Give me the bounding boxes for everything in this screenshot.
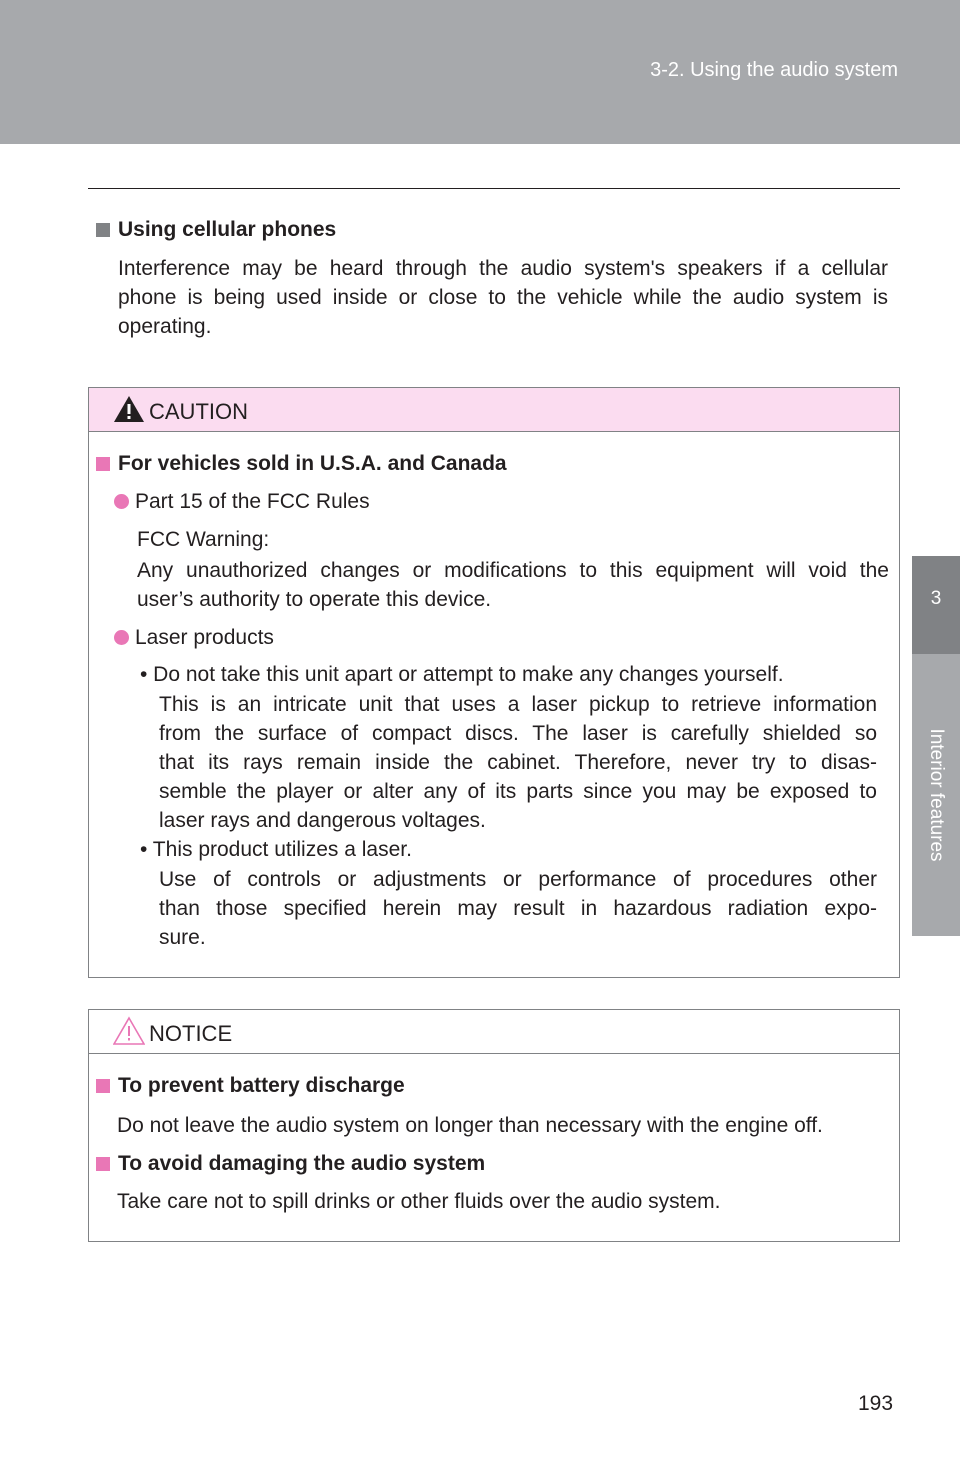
caution-label: CAUTION <box>149 399 248 424</box>
caution-item-laser: Laser products <box>114 626 274 650</box>
circle-bullet-icon <box>114 630 129 645</box>
square-bullet-icon <box>96 1157 110 1171</box>
section-title: 3-2. Using the audio system <box>650 59 898 81</box>
laser-bullet-2: • This product utilizes a laser. <box>140 838 412 861</box>
notice-text-damage: Take care not to spill drinks or other fluids over the audio system. <box>117 1190 721 1213</box>
fcc-warning-text: Any unauthorized changes or modifications to this equipment will void the user’s authority to operate this device. <box>137 559 889 611</box>
notice-label: NOTICE <box>149 1021 233 1046</box>
laser-bullet-2-text: Use of controls or adjustments or performance of procedures other than those specified herein may result in hazardous radiation expo- sure. <box>159 868 877 949</box>
square-bullet-icon <box>96 457 110 471</box>
chapter-title: Interior features <box>926 728 947 862</box>
intro-paragraph: Interference may be heard through the audio system's speakers if a cellular phone is being used inside or close to the vehicle while the audio system is operating. <box>118 257 888 338</box>
notice-triangle-icon <box>113 1016 145 1046</box>
caution-heading: For vehicles sold in U.S.A. and Canada <box>96 452 507 476</box>
square-bullet-icon <box>96 1079 110 1093</box>
notice-header <box>89 1010 899 1054</box>
chapter-number: 3 <box>930 588 942 609</box>
notice-text-battery: Do not leave the audio system on longer than necessary with the engine off. <box>117 1114 823 1137</box>
laser-bullet-1-text: This is an intricate unit that uses a laser pickup to retrieve information from the surface of compact discs. The laser is carefully shielded so that its rays remain inside the cabinet. Therefore, never try to disas- semble the player or alter any of its parts since you may be exposed to laser rays and dangerous voltages. <box>159 693 877 832</box>
notice-heading-battery: To prevent battery discharge <box>96 1074 405 1098</box>
page-header <box>0 0 960 144</box>
intro-heading: Using cellular phones <box>96 218 336 242</box>
warning-triangle-icon <box>113 394 145 424</box>
square-bullet-icon <box>96 223 110 237</box>
caution-header <box>89 388 899 432</box>
notice-heading-damage: To avoid damaging the audio system <box>96 1152 485 1176</box>
top-divider <box>88 188 900 189</box>
laser-bullet-1: • Do not take this unit apart or attempt to make any changes yourself. <box>140 663 784 686</box>
page-number: 193 <box>858 1392 894 1415</box>
fcc-warning-label: FCC Warning: <box>137 528 270 551</box>
caution-item-fcc: Part 15 of the FCC Rules <box>114 490 370 514</box>
circle-bullet-icon <box>114 494 129 509</box>
